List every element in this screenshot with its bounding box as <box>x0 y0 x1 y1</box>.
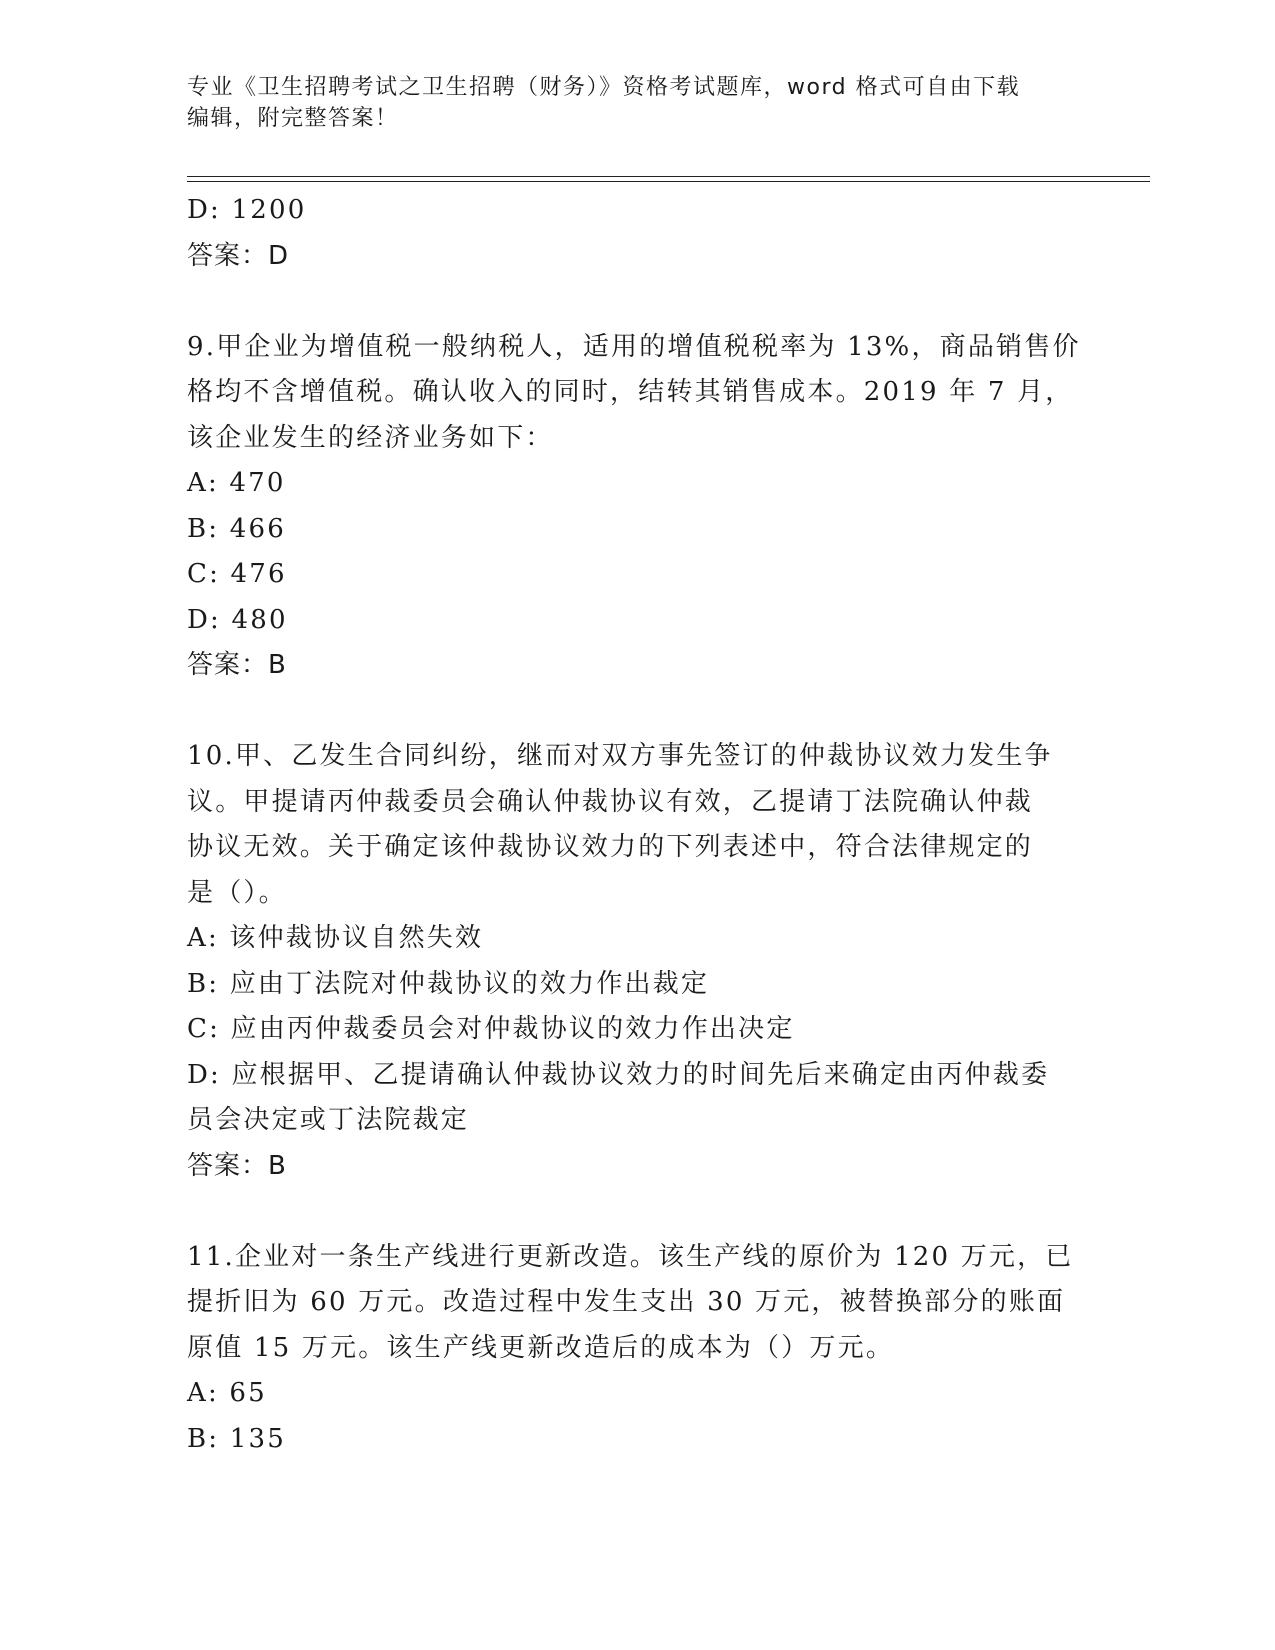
option-b: B: 135 <box>187 1423 286 1454</box>
question-text: 原值 15 万元。该生产线更新改造后的成本为（）万元。 <box>187 1332 895 1363</box>
header-line-1: 专业《卫生招聘考试之卫生招聘（财务）》资格考试题库，word 格式可自由下载 <box>187 75 1021 100</box>
header-divider-top <box>187 176 1150 177</box>
option-b: B: 应由丁法院对仲裁协议的效力作出裁定 <box>187 968 710 999</box>
option-b: B: 466 <box>187 513 286 544</box>
answer: 答案：B <box>187 650 287 680</box>
header-line-2: 编辑，附完整答案！ <box>187 106 399 131</box>
option-a: A: 该仲裁协议自然失效 <box>187 923 484 953</box>
question-text: 该企业发生的经济业务如下： <box>187 422 554 453</box>
document-header <box>187 72 1067 134</box>
question-content <box>187 188 1087 1462</box>
option-d: D: 应根据甲、乙提请确认仲裁协议效力的时间先后来确定由丙仲裁委 <box>187 1059 1050 1090</box>
option-d-continued: 员会决定或丁法院裁定 <box>187 1105 470 1135</box>
option-d: D: 480 <box>187 604 288 635</box>
question-9 <box>187 325 1087 689</box>
option-d: D: 1200 <box>187 195 307 225</box>
question-text: 格均不含增值税。确认收入的同时，结转其销售成本。2019 年 7 月， <box>187 377 1074 407</box>
question-text: 10.甲、乙发生合同纠纷，继而对双方事先签订的仲裁协议效力发生争 <box>187 741 1053 771</box>
question-10 <box>187 734 1087 1189</box>
question-text: 9.甲企业为增值税一般纳税人，适用的增值税税率为 13%，商品销售价 <box>187 331 1081 362</box>
question-text: 是（）。 <box>187 877 287 908</box>
option-a: A: 470 <box>187 468 286 498</box>
question-text: 议。甲提请丙仲裁委员会确认仲裁协议有效，乙提请丁法院确认仲裁 <box>187 786 1034 817</box>
question-text: 协议无效。关于确定该仲裁协议效力的下列表述中，符合法律规定的 <box>187 832 1034 862</box>
answer: 答案：B <box>187 1150 287 1181</box>
question-text: 提折旧为 60 万元。改造过程中发生支出 30 万元，被替换部分的账面 <box>187 1287 1066 1317</box>
question-text: 11.企业对一条生产线进行更新改造。该生产线的原价为 120 万元，已 <box>187 1241 1074 1272</box>
option-c: C: 476 <box>187 559 287 589</box>
option-c: C: 应由丙仲裁委员会对仲裁协议的效力作出决定 <box>187 1014 795 1044</box>
answer: 答案：D <box>187 240 290 271</box>
header-divider-bottom <box>187 181 1150 182</box>
question-11 <box>187 1235 1087 1463</box>
option-a: A: 65 <box>187 1378 267 1408</box>
